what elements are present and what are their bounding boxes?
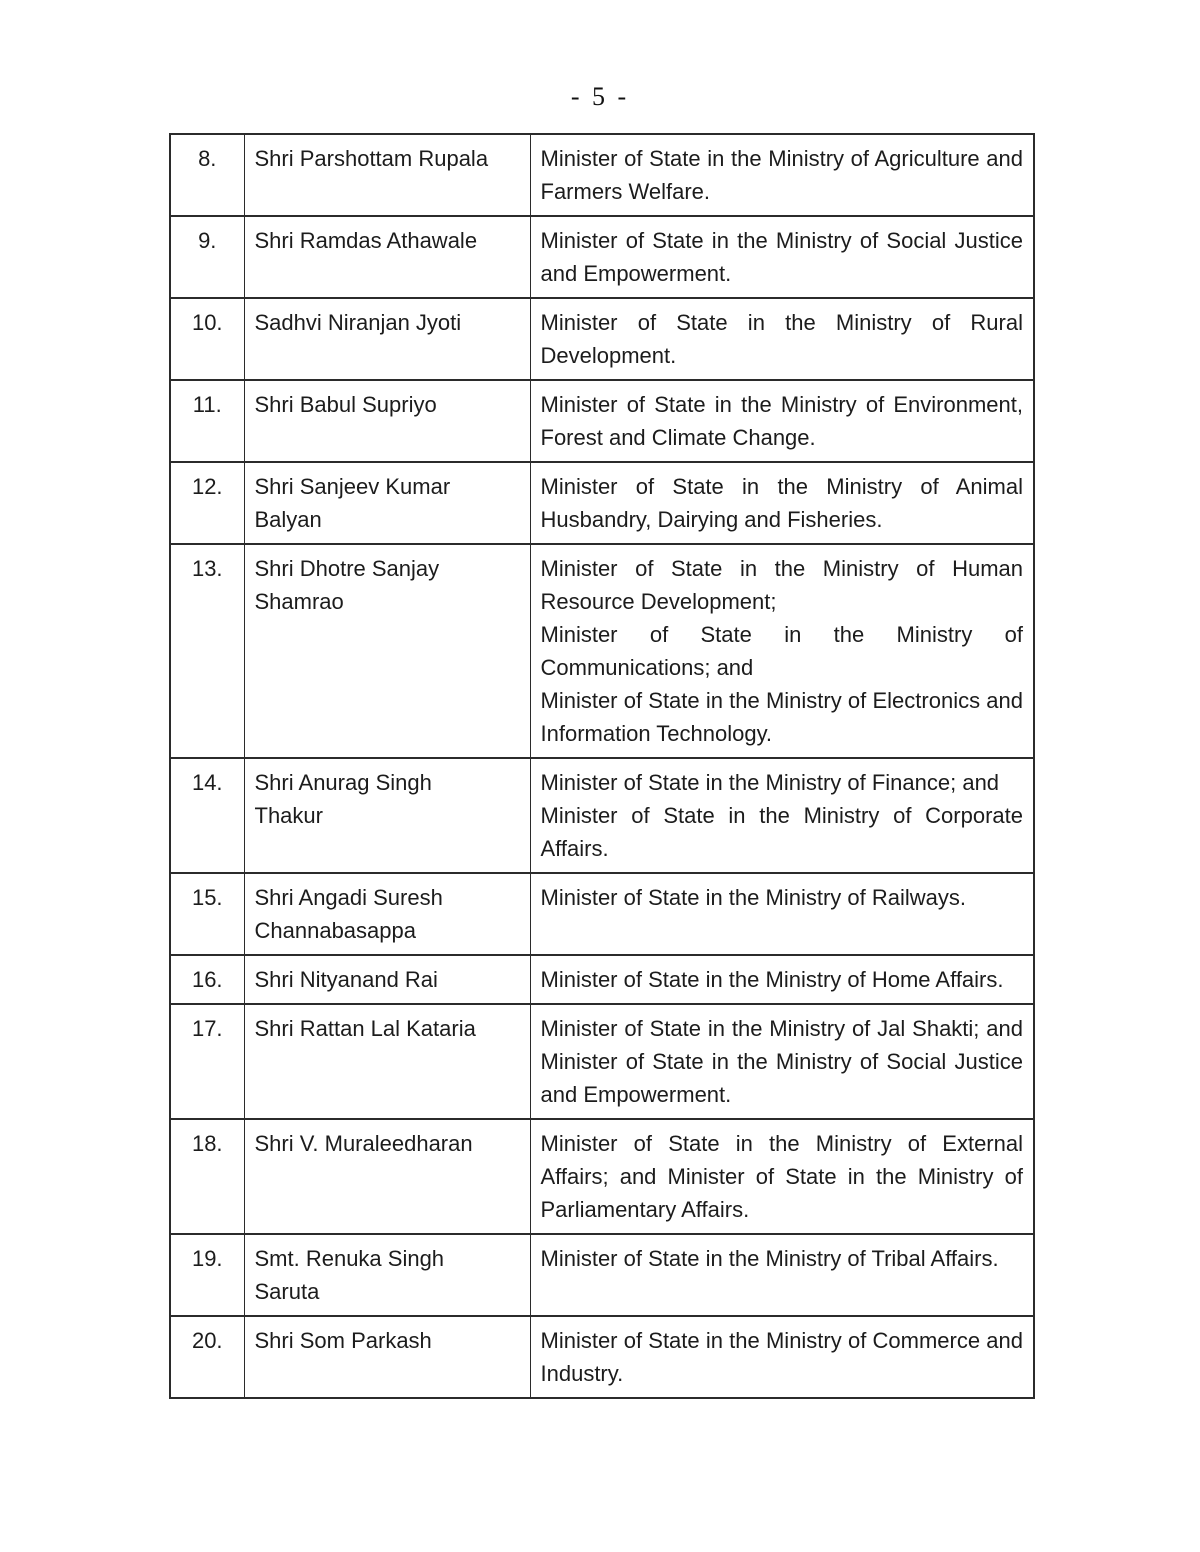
portfolio-paragraph: Minister of State in the Ministry of Jal Shakti; and Minister of State in the Ministry of Social Justice and Empowerment. [540, 1016, 1023, 1107]
minister-name-cell: Shri Dhotre Sanjay Shamrao [244, 544, 530, 758]
minister-name-cell: Shri Ramdas Athawale [244, 216, 530, 298]
portfolio-paragraph: Minister of State in the Ministry of Corporate Affairs. [540, 803, 1023, 861]
portfolio-cell [530, 1004, 1034, 1119]
portfolio-paragraph: Minister of State in the Ministry of Commerce and Industry. [540, 1328, 1023, 1386]
portfolio-paragraph: Minister of State in the Ministry of Electronics and Information Technology. [540, 688, 1023, 746]
table-row [170, 758, 1034, 873]
table-row [170, 873, 1034, 955]
serial-number-cell: 14. [170, 758, 244, 873]
portfolio-paragraph: Minister of State in the Ministry of Railways. [540, 885, 966, 910]
portfolio-paragraph: Minister of State in the Ministry of Human Resource Development; [540, 556, 1023, 614]
portfolio-paragraph: Minister of State in the Ministry of Finance; and [540, 770, 1000, 795]
portfolio-paragraph: Minister of State in the Ministry of Agriculture and Farmers Welfare. [540, 146, 1023, 204]
table-row [170, 380, 1034, 462]
portfolio-paragraph: Minister of State in the Ministry of Tribal Affairs. [540, 1246, 999, 1271]
table-row [170, 462, 1034, 544]
portfolio-cell [530, 955, 1034, 1004]
portfolio-paragraph: Minister of State in the Ministry of Communications; and [540, 622, 1023, 680]
table-row [170, 298, 1034, 380]
minister-name-cell: Shri Som Parkash [244, 1316, 530, 1398]
table-row [170, 544, 1034, 758]
minister-name-cell: Sadhvi Niranjan Jyoti [244, 298, 530, 380]
portfolio-cell [530, 134, 1034, 216]
portfolio-cell [530, 216, 1034, 298]
minister-name-cell: Shri Rattan Lal Kataria [244, 1004, 530, 1119]
page-number: - 5 - [570, 82, 630, 111]
ministers-table-body [170, 134, 1034, 1398]
serial-number-cell: 18. [170, 1119, 244, 1234]
serial-number-cell: 13. [170, 544, 244, 758]
minister-name-cell: Shri Parshottam Rupala [244, 134, 530, 216]
table-row [170, 134, 1034, 216]
portfolio-cell [530, 1316, 1034, 1398]
table-row [170, 955, 1034, 1004]
serial-number-cell: 17. [170, 1004, 244, 1119]
portfolio-cell [530, 1119, 1034, 1234]
serial-number-cell: 20. [170, 1316, 244, 1398]
portfolio-cell [530, 462, 1034, 544]
portfolio-cell [530, 298, 1034, 380]
serial-number-cell: 9. [170, 216, 244, 298]
portfolio-paragraph: Minister of State in the Ministry of Rural Development. [540, 310, 1023, 368]
portfolio-paragraph: Minister of State in the Ministry of External Affairs; and Minister of State in the Ministry of Parliamentary Affairs. [540, 1131, 1023, 1222]
serial-number-cell: 16. [170, 955, 244, 1004]
minister-name-cell: Smt. Renuka Singh Saruta [244, 1234, 530, 1316]
serial-number-cell: 19. [170, 1234, 244, 1316]
portfolio-paragraph: Minister of State in the Ministry of Animal Husbandry, Dairying and Fisheries. [540, 474, 1023, 532]
minister-name-cell: Shri Anurag Singh Thakur [244, 758, 530, 873]
portfolio-cell [530, 380, 1034, 462]
minister-name-cell: Shri Babul Supriyo [244, 380, 530, 462]
table-row [170, 1004, 1034, 1119]
portfolio-cell [530, 758, 1034, 873]
serial-number-cell: 10. [170, 298, 244, 380]
table-row [170, 216, 1034, 298]
serial-number-cell: 11. [170, 380, 244, 462]
minister-name-cell: Shri Angadi Suresh Channabasappa [244, 873, 530, 955]
minister-name-cell: Shri Sanjeev Kumar Balyan [244, 462, 530, 544]
portfolio-paragraph: Minister of State in the Ministry of Home Affairs. [540, 967, 1004, 992]
portfolio-paragraph: Minister of State in the Ministry of Social Justice and Empowerment. [540, 228, 1023, 286]
ministers-table [169, 133, 1035, 1399]
portfolio-cell [530, 1234, 1034, 1316]
portfolio-cell [530, 544, 1034, 758]
table-row [170, 1234, 1034, 1316]
table-row [170, 1119, 1034, 1234]
serial-number-cell: 8. [170, 134, 244, 216]
portfolio-cell [530, 873, 1034, 955]
minister-name-cell: Shri V. Muraleedharan [244, 1119, 530, 1234]
serial-number-cell: 15. [170, 873, 244, 955]
minister-name-cell: Shri Nityanand Rai [244, 955, 530, 1004]
portfolio-paragraph: Minister of State in the Ministry of Environment, Forest and Climate Change. [540, 392, 1023, 450]
table-row [170, 1316, 1034, 1398]
serial-number-cell: 12. [170, 462, 244, 544]
